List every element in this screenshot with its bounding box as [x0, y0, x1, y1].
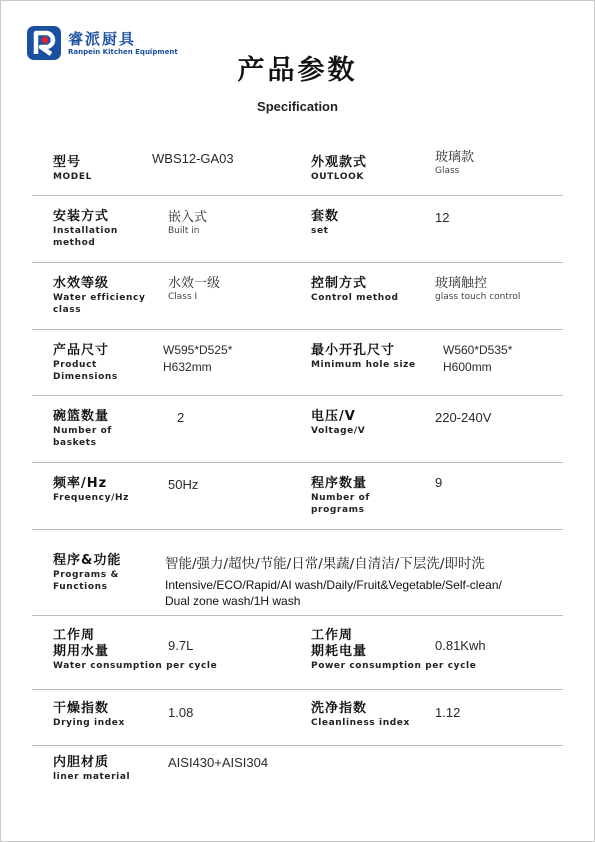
- water-consumption-value: 9.7L: [168, 638, 194, 653]
- baskets-label: 碗篮数量 Number of baskets: [53, 409, 112, 448]
- spec-row-installation: [32, 195, 563, 263]
- installation-label: 安装方式 Installation method: [53, 209, 118, 248]
- drying-index-value: 1.08: [168, 705, 194, 720]
- hole-size-label: 最小开孔尺寸 Minimum hole size: [311, 343, 416, 370]
- drying-index-label: 干燥指数 Drying index: [53, 701, 125, 728]
- liner-material-label: 内胆材质 liner material: [53, 755, 131, 782]
- frequency-label: 频率/Hz Frequency/Hz: [53, 476, 129, 503]
- model-label: 型号 MODEL: [53, 155, 92, 182]
- programs-value-cn: 智能/强力/超快/节能/日常/果蔬/自清洁/下层洗/即时洗: [165, 556, 485, 572]
- model-value: WBS12-GA03: [152, 151, 234, 166]
- page-subtitle: Specification: [257, 99, 338, 114]
- voltage-label: 电压/V Voltage/V: [311, 409, 366, 436]
- page-title: 产品参数: [237, 55, 358, 86]
- spec-row-water-efficiency: [32, 262, 563, 330]
- programs-count-value: 9: [435, 475, 443, 490]
- outlook-label: 外观款式 OUTLOOK: [311, 155, 368, 182]
- liner-material-value: AISI430+AISI304: [168, 755, 269, 770]
- control-label: 控制方式 Control method: [311, 276, 399, 303]
- frequency-value: 50Hz: [168, 477, 199, 492]
- water-consumption-label: 工作周 期用水量 Water consumption per cycle: [53, 628, 218, 671]
- power-consumption-value: 0.81Kwh: [435, 638, 486, 653]
- spec-row-frequency: [32, 462, 563, 530]
- baskets-value: 2: [177, 410, 185, 425]
- set-value: 12: [435, 210, 450, 225]
- brand-name-en: Ranpein Kitchen Equipment: [68, 48, 178, 56]
- dimensions-value: W595*D525* H632mm: [163, 343, 233, 374]
- programs-label: 程序&功能 Programs & Functions: [53, 553, 122, 592]
- power-consumption-label: 工作周 期耗电量 Power consumption per cycle: [311, 628, 477, 671]
- control-value: 玻璃触控 glass touch control: [435, 276, 521, 302]
- voltage-value: 220-240V: [435, 410, 492, 425]
- spec-row-programs: [32, 529, 563, 616]
- spec-row-model: [32, 143, 563, 196]
- spec-row-indexes: [32, 689, 563, 746]
- spec-row-liner: [32, 745, 563, 795]
- installation-value: 嵌入式 Built in: [168, 210, 208, 236]
- programs-count-label: 程序数量 Number of programs: [311, 476, 370, 515]
- brand-name-cn: 睿派厨具: [68, 30, 137, 48]
- water-efficiency-value: 水效一级 Class I: [168, 276, 221, 302]
- set-label: 套数 set: [311, 209, 340, 236]
- cleanliness-index-value: 1.12: [435, 705, 461, 720]
- water-efficiency-label: 水效等级 Water efficiency class: [53, 276, 146, 315]
- spec-row-consumption: [32, 615, 563, 690]
- programs-value-en: Intensive/ECO/Rapid/AI wash/Daily/Fruit&Vegetable/Self-clean/ Dual zone wash/1H wash: [165, 578, 502, 608]
- outlook-value: 玻璃款 Glass: [435, 150, 475, 176]
- hole-size-value: W560*D535* H600mm: [443, 343, 513, 374]
- spec-row-baskets: [32, 395, 563, 463]
- spec-row-dimensions: [32, 329, 563, 396]
- dimensions-label: 产品尺寸 Product Dimensions: [53, 343, 118, 382]
- cleanliness-index-label: 洗净指数 Cleanliness index: [311, 701, 410, 728]
